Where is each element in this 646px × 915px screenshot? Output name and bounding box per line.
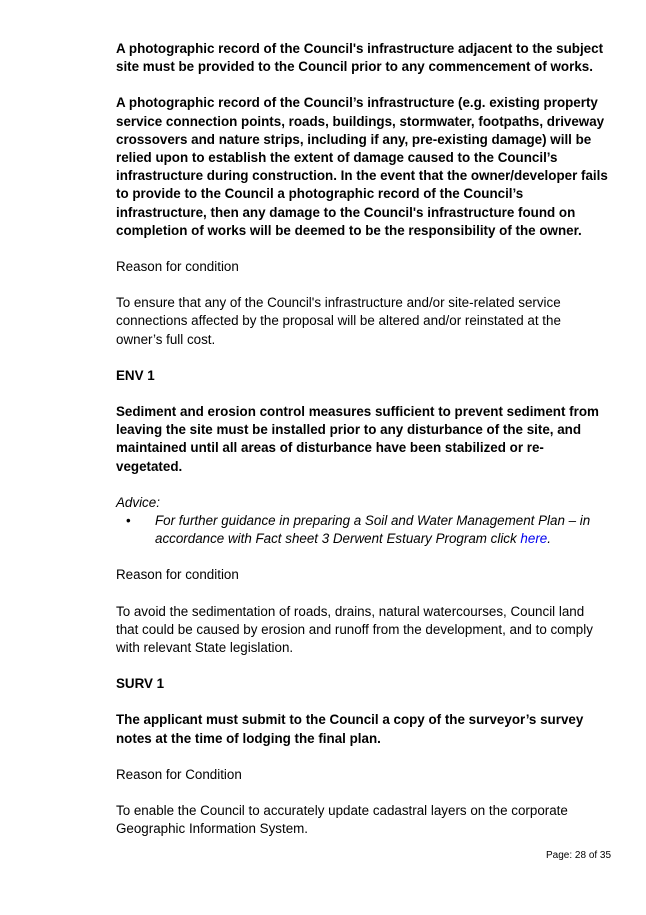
- reason-heading-3: Reason for Condition: [116, 766, 242, 782]
- reason-text-1: To ensure that any of the Council's infrastructure and/or site-related service connections affected by the proposal will be altered and/or reinstated at the owner’s full cost.: [116, 295, 561, 347]
- advice-label: Advice:: [116, 494, 160, 510]
- surv-heading: SURV 1: [116, 676, 165, 692]
- photo-record-detail: A photographic record of the Council’s infrastructure (e.g. existing property service connection points, roads, buildings, stormwater, footpaths, driveway crossovers and nature strips, including if any, pre-existing damage) will be relied upon to establish the extent of damage caused to the Council’s infrastructure during construction. In the event that the owner/developer fails to provide to the Council a photographic record of the Council’s infrastructure, then any damage to the Council's infrastructure found on completion of works will be deemed to be the responsibility of the owner.: [116, 95, 608, 238]
- surv-condition: The applicant must submit to the Council a copy of the surveyor’s survey notes at the time of lodging the final plan.: [116, 712, 584, 746]
- reason-heading-1: Reason for condition: [116, 259, 239, 275]
- advice-list: [116, 512, 608, 548]
- env-condition: Sediment and erosion control measures sufficient to prevent sediment from leaving the site must be installed prior to any disturbance of the site, and maintained until all areas of disturbance have been stabilized or re-vegetated.: [116, 404, 599, 474]
- reason-text-3: To enable the Council to accurately update cadastral layers on the corporate Geographic Information System.: [116, 803, 568, 837]
- advice-item: [116, 512, 608, 548]
- page-content: [116, 40, 608, 839]
- here-link[interactable]: here: [520, 531, 548, 547]
- advice-end: .: [547, 531, 551, 547]
- page-number: Page: 28 of 35: [546, 850, 612, 861]
- env-heading: ENV 1: [116, 367, 155, 383]
- reason-text-2: To avoid the sedimentation of roads, drains, natural watercourses, Council land that could be caused by erosion and runoff from the development, and to comply with relevant State legislation.: [116, 603, 593, 656]
- photo-record-condition: A photographic record of the Council's infrastructure adjacent to the subject site must be provided to the Council prior to any commencement of works.: [116, 41, 604, 75]
- reason-heading-2: Reason for condition: [116, 567, 239, 583]
- bullet-icon: •: [126, 513, 131, 529]
- advice-text: For further guidance in preparing a Soil and Water Management Plan – in accordance with Fact sheet 3 Derwent Estuary Program click: [155, 513, 591, 547]
